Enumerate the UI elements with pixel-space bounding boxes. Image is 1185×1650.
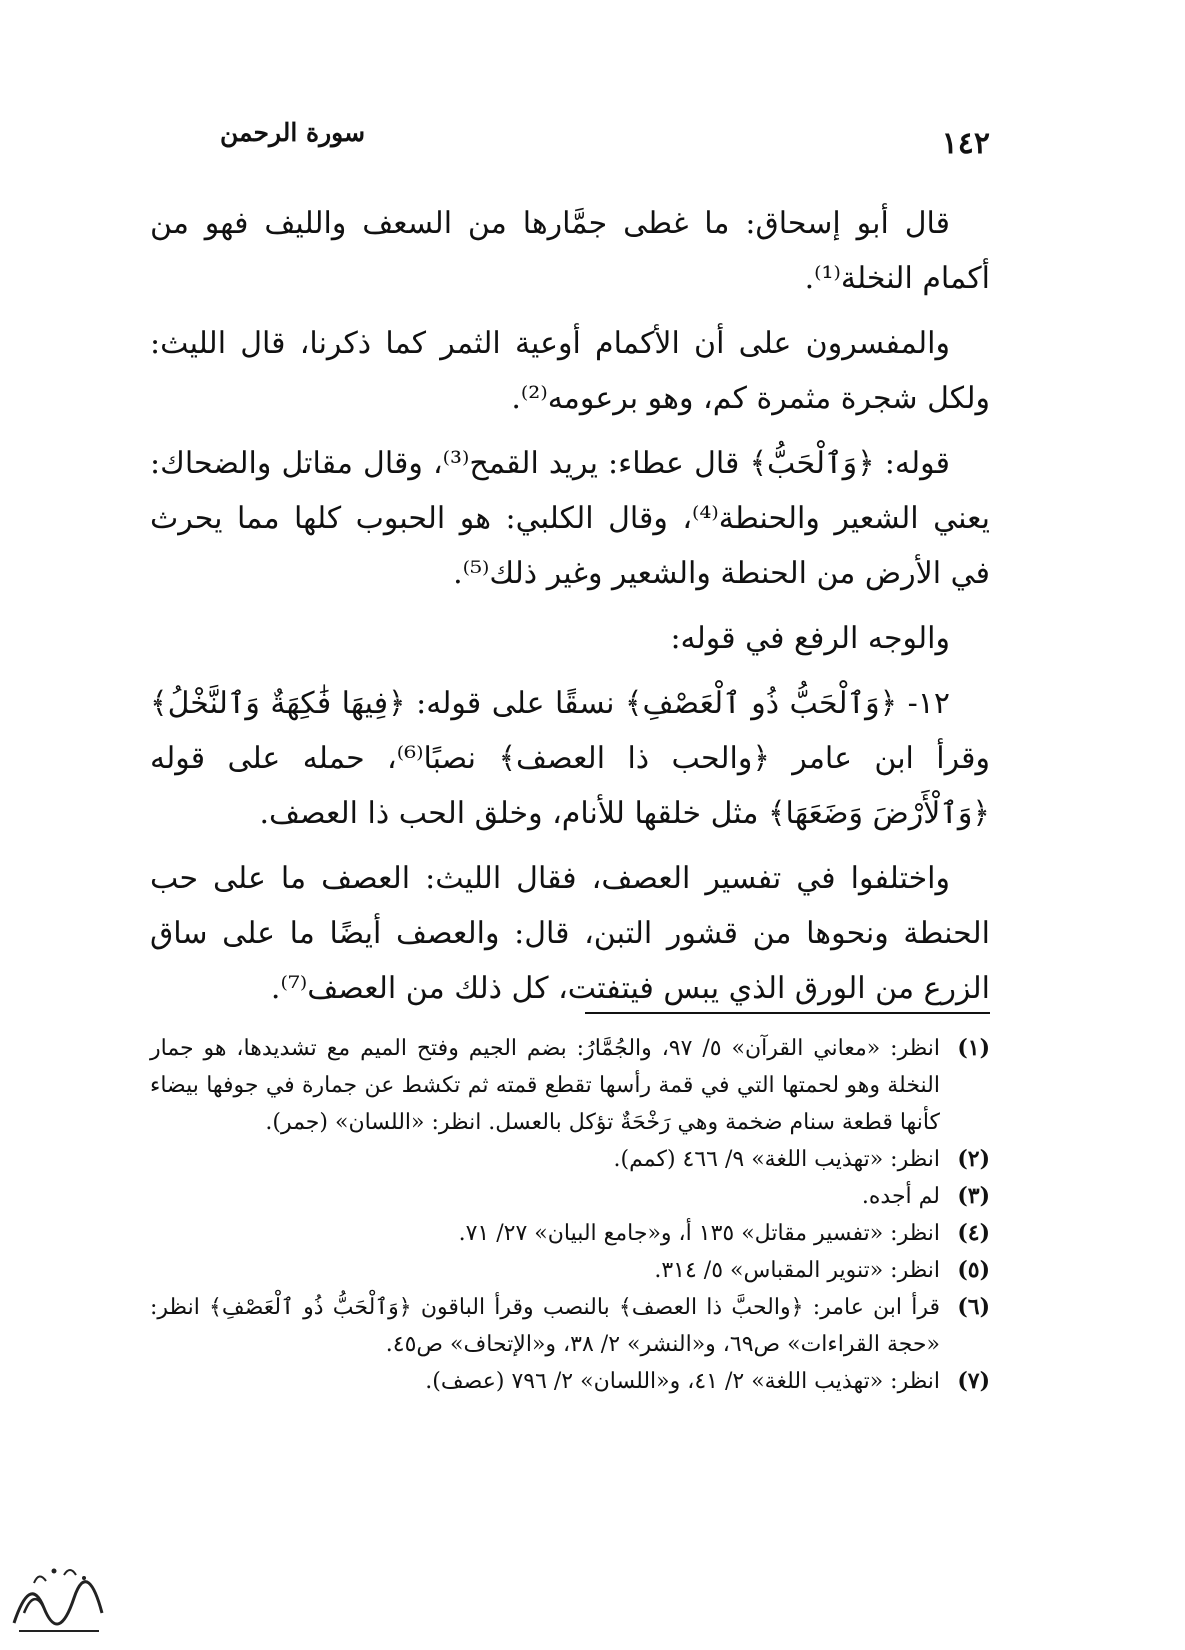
main-text xyxy=(150,196,990,1026)
page-header xyxy=(150,112,990,162)
paragraph: والوجه الرفع في قوله: xyxy=(670,621,950,656)
footnote-text: انظر: «تنوير المقباس» ٥/ ٣١٤. xyxy=(654,1258,940,1283)
paragraph: قال أبو إسحاق: ما غطى جمَّارها من السعف والليف فهو من أكمام النخلة⁽¹⁾. xyxy=(150,206,990,296)
footnote-number: (٦) xyxy=(957,1294,990,1320)
calligraphy-logo-icon xyxy=(4,1553,109,1643)
footnote xyxy=(150,1363,990,1400)
paragraph: واختلفوا في تفسير العصف، فقال الليث: العصف ما على حب الحنطة ونحوها من قشور التبن، قال: والعصف أيضًا ما على ساق الزرع من الورق الذي يبس فيتفتت، كل ذلك من العصف⁽⁷⁾. xyxy=(150,861,990,1006)
footnote xyxy=(150,1252,990,1289)
footnote-number: (٢) xyxy=(957,1146,990,1172)
paragraph: قوله: ﴿وَٱلْحَبُّ﴾ قال عطاء: يريد القمح⁽³⁾، وقال مقاتل والضحاك: يعني الشعير والحنطة⁽⁴⁾، وقال الكلبي: هو الحبوب كلها مما يحرث في الأرض من الحنطة والشعير وغير ذلك⁽⁵⁾. xyxy=(150,446,990,591)
footnote-number: (٥) xyxy=(957,1257,990,1283)
footnote xyxy=(150,1215,990,1252)
footnote xyxy=(150,1178,990,1215)
footnote-divider xyxy=(585,1012,990,1014)
footnote-number: (٤) xyxy=(957,1220,990,1246)
footnote-number: (١) xyxy=(957,1035,990,1061)
footnotes xyxy=(150,1030,990,1400)
footnote-text: قرأ ابن عامر: ﴿والحبَّ ذا العصف﴾ بالنصب وقرأ الباقون ﴿وَٱلْحَبُّ ذُو ٱلْعَصْفِ﴾ انظر: «حجة القراءات» ص٦٩، و«النشر» ٢/ ٣٨، و«الإتحاف» ص٤٥. xyxy=(150,1295,940,1357)
surah-title: سورة الرحمن xyxy=(220,118,366,147)
footnote-text: انظر: «تهذيب اللغة» ٩/ ٤٦٦ (كمم). xyxy=(613,1147,940,1172)
publisher-logo-icon xyxy=(4,1553,109,1643)
footnote xyxy=(150,1141,990,1178)
page-number: ١٤٢ xyxy=(941,126,990,161)
footnote-number: (٧) xyxy=(957,1368,990,1394)
footnote xyxy=(150,1030,990,1141)
paragraph: والمفسرون على أن الأكمام أوعية الثمر كما ذكرنا، قال الليث: ولكل شجرة مثمرة كم، وهو برعومه⁽²⁾. xyxy=(150,326,990,416)
footnote-text: انظر: «تهذيب اللغة» ٢/ ٤١، و«اللسان» ٢/ ٧٩٦ (عصف). xyxy=(425,1369,940,1394)
paragraph: ١٢- ﴿وَٱلْحَبُّ ذُو ٱلْعَصْفِ﴾ نسقًا على قوله: ﴿فِيهَا فَٰكِهَةٌ وَٱلنَّخْلُ﴾ وقرأ ابن عامر ﴿والحب ذا العصف﴾ نصبًا⁽⁶⁾، حمله على قوله ﴿وَٱلْأَرْضَ وَضَعَهَا﴾ مثل خلقها للأنام، وخلق الحب ذا العصف. xyxy=(150,686,991,831)
footnote-number: (٣) xyxy=(957,1183,990,1209)
footnote-text: انظر: «معاني القرآن» ٥/ ٩٧، والجُمَّارُ: بضم الجيم وفتح الميم مع تشديدها، هو جمار النخلة وهو لحمتها التي في قمة رأسها تقطع قمته ثم تكشط عن جمارة في جوفها بيضاء كأنها قطعة سنام ضخمة وهي رَخْحَةٌ تؤكل بالعسل. انظر: «اللسان» (جمر). xyxy=(150,1036,940,1135)
footnote xyxy=(150,1289,990,1363)
footnote-text: لم أجده. xyxy=(861,1184,940,1209)
footnote-text: انظر: «تفسير مقاتل» ١٣٥ أ، و«جامع البيان» ٢٧/ ٧١. xyxy=(458,1221,940,1246)
